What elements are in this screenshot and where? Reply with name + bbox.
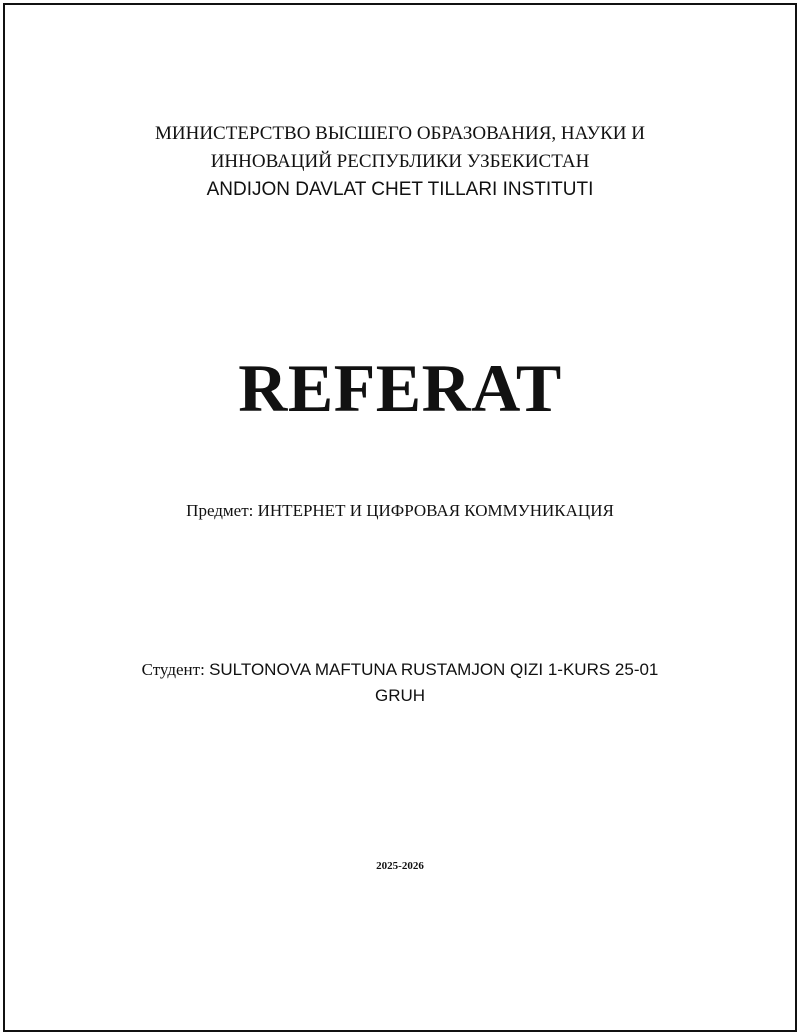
header-line-1: МИНИСТЕРСТВО ВЫСШЕГО ОБРАЗОВАНИЯ, НАУКИ И <box>155 123 645 144</box>
header-line-2: ИННОВАЦИЙ РЕСПУБЛИКИ УЗБЕКИСТАН <box>210 151 590 172</box>
academic-year: 2025-2026 <box>376 860 424 872</box>
student-line-1 <box>0 657 800 683</box>
student-value-line-2: GRUH <box>374 686 426 705</box>
subject-value: ИНТЕРНЕТ И ЦИФРОВАЯ КОММУНИКАЦИЯ <box>257 501 614 520</box>
document-title: REFERAT <box>238 350 562 426</box>
student-value-line-1: SULTONOVA MAFTUNA RUSTAMJON QIZI 1-KURS 25-01 <box>209 660 659 679</box>
ministry-header <box>0 120 800 204</box>
header-line-3: ANDIJON DAVLAT CHET TILLARI INSTITUTI <box>206 179 594 200</box>
subject-label: Предмет: <box>186 501 254 520</box>
subject-line <box>0 498 800 524</box>
student-info <box>0 657 800 709</box>
student-label: Студент: <box>141 660 205 679</box>
